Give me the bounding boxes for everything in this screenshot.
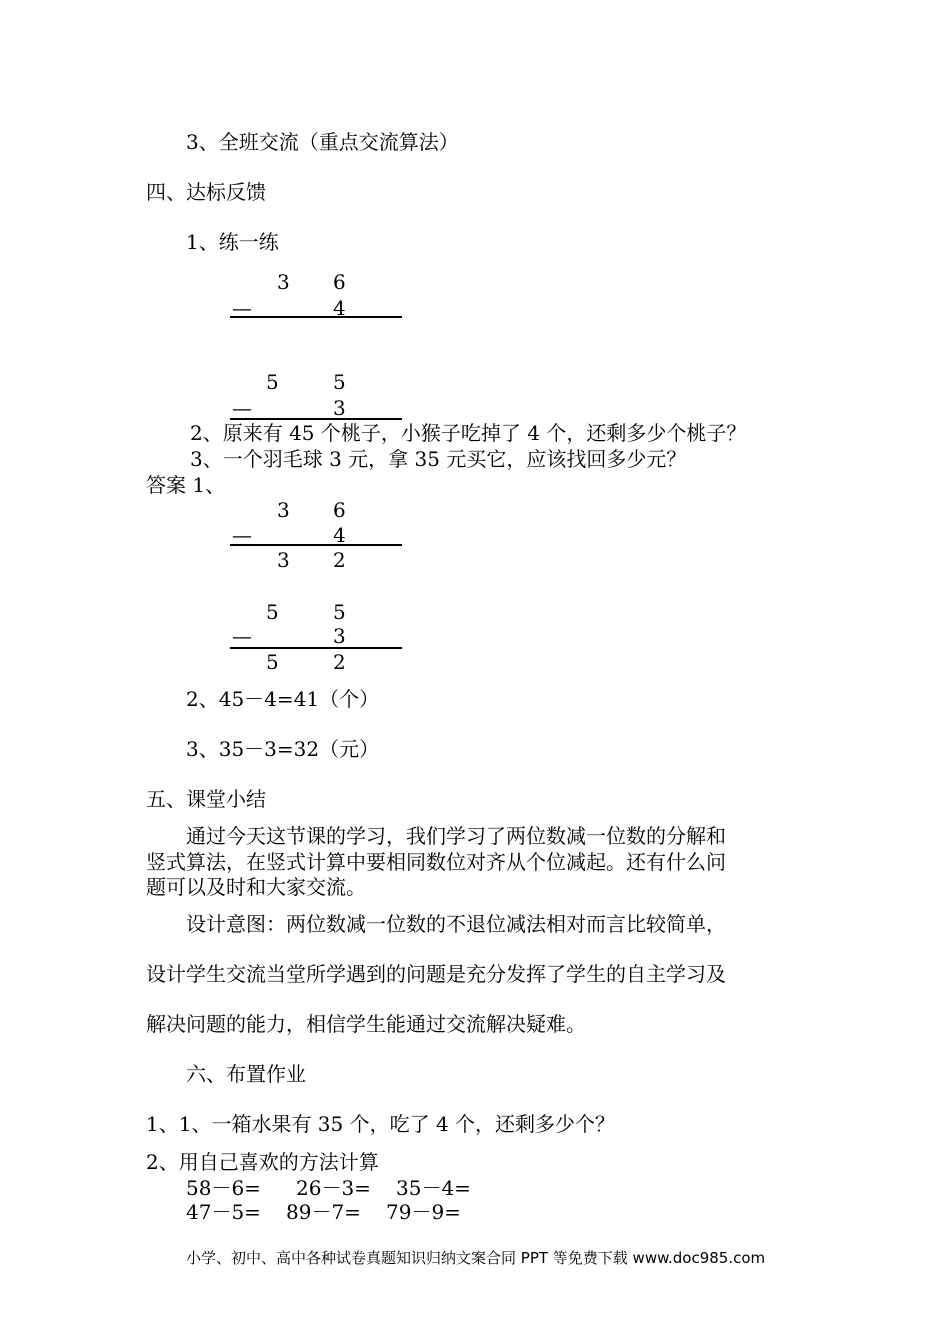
calc-line [230, 418, 402, 420]
digit-ones: 6 [333, 270, 346, 294]
subtrahend: 3 [333, 396, 346, 420]
subtrahend: 3 [333, 624, 346, 648]
digit-ones: 5 [333, 370, 346, 394]
calc-item: 47－5= [186, 1200, 261, 1224]
digit-tens: 3 [277, 270, 290, 294]
subtrahend: 4 [333, 523, 346, 547]
calc-item: 35－4= [396, 1176, 471, 1200]
digit-ones: 5 [333, 600, 346, 624]
question-2: 2、原来有 45 个桃子，小猴子吃掉了 4 个，还剩多少个桃子？ [190, 421, 747, 445]
calc-line [230, 544, 402, 546]
calc-item: 26－3= [296, 1176, 371, 1200]
result-tens: 5 [266, 650, 279, 674]
result-ones: 2 [333, 548, 346, 572]
subtrahend: 4 [333, 296, 346, 320]
design-intent-line-1: 设计意图：两位数减一位数的不退位减法相对而言比较简单， [186, 912, 726, 936]
minus-sign: — [232, 296, 252, 320]
answer-2: 2、45－4=41（个） [186, 687, 380, 711]
question-3: 3、一个羽毛球 3 元，拿 35 元买它，应该找回多少元？ [190, 447, 687, 471]
minus-sign: — [232, 396, 252, 420]
summary-line-2: 竖式算法，在竖式计算中要相同数位对齐从个位减起。还有什么问 [146, 850, 726, 874]
calc-item: 58－6= [186, 1176, 261, 1200]
summary-line-1: 通过今天这节课的学习，我们学习了两位数减一位数的分解和 [186, 824, 726, 848]
homework-1: 1、1、一箱水果有 35 个，吃了 4 个，还剩多少个？ [146, 1112, 616, 1136]
digit-ones: 6 [333, 498, 346, 522]
design-intent-line-3: 解决问题的能力，相信学生能通过交流解决疑难。 [146, 1012, 586, 1036]
calc-item: 89－7= [286, 1200, 361, 1224]
minus-sign: — [232, 523, 252, 547]
digit-tens: 5 [266, 600, 279, 624]
homework-2: 2、用自己喜欢的方法计算 [146, 1150, 379, 1174]
calc-line [230, 316, 402, 318]
section-4-heading: 四、达标反馈 [146, 180, 266, 204]
result-ones: 2 [333, 650, 346, 674]
practice-1-label: 1、练一练 [186, 230, 279, 254]
design-intent-line-2: 设计学生交流当堂所学遇到的问题是充分发挥了学生的自主学习及 [146, 962, 726, 986]
calc-line [230, 647, 402, 649]
result-tens: 3 [277, 548, 290, 572]
step-3-class-discussion: 3、全班交流（重点交流算法） [186, 130, 459, 154]
calc-item: 79－9= [386, 1200, 461, 1224]
section-5-heading: 五、课堂小结 [146, 787, 266, 811]
section-6-heading: 六、布置作业 [186, 1062, 306, 1086]
answer-label: 答案 1、 [146, 473, 226, 497]
answer-3: 3、35－3=32（元） [186, 737, 380, 761]
summary-line-3: 题可以及时和大家交流。 [146, 875, 366, 899]
page-footer: 小学、初中、高中各种试卷真题知识归纳文案合同 PPT 等免费下载 www.doc985.com [186, 1249, 766, 1267]
digit-tens: 3 [277, 498, 290, 522]
digit-tens: 5 [266, 370, 279, 394]
minus-sign: — [232, 624, 252, 648]
